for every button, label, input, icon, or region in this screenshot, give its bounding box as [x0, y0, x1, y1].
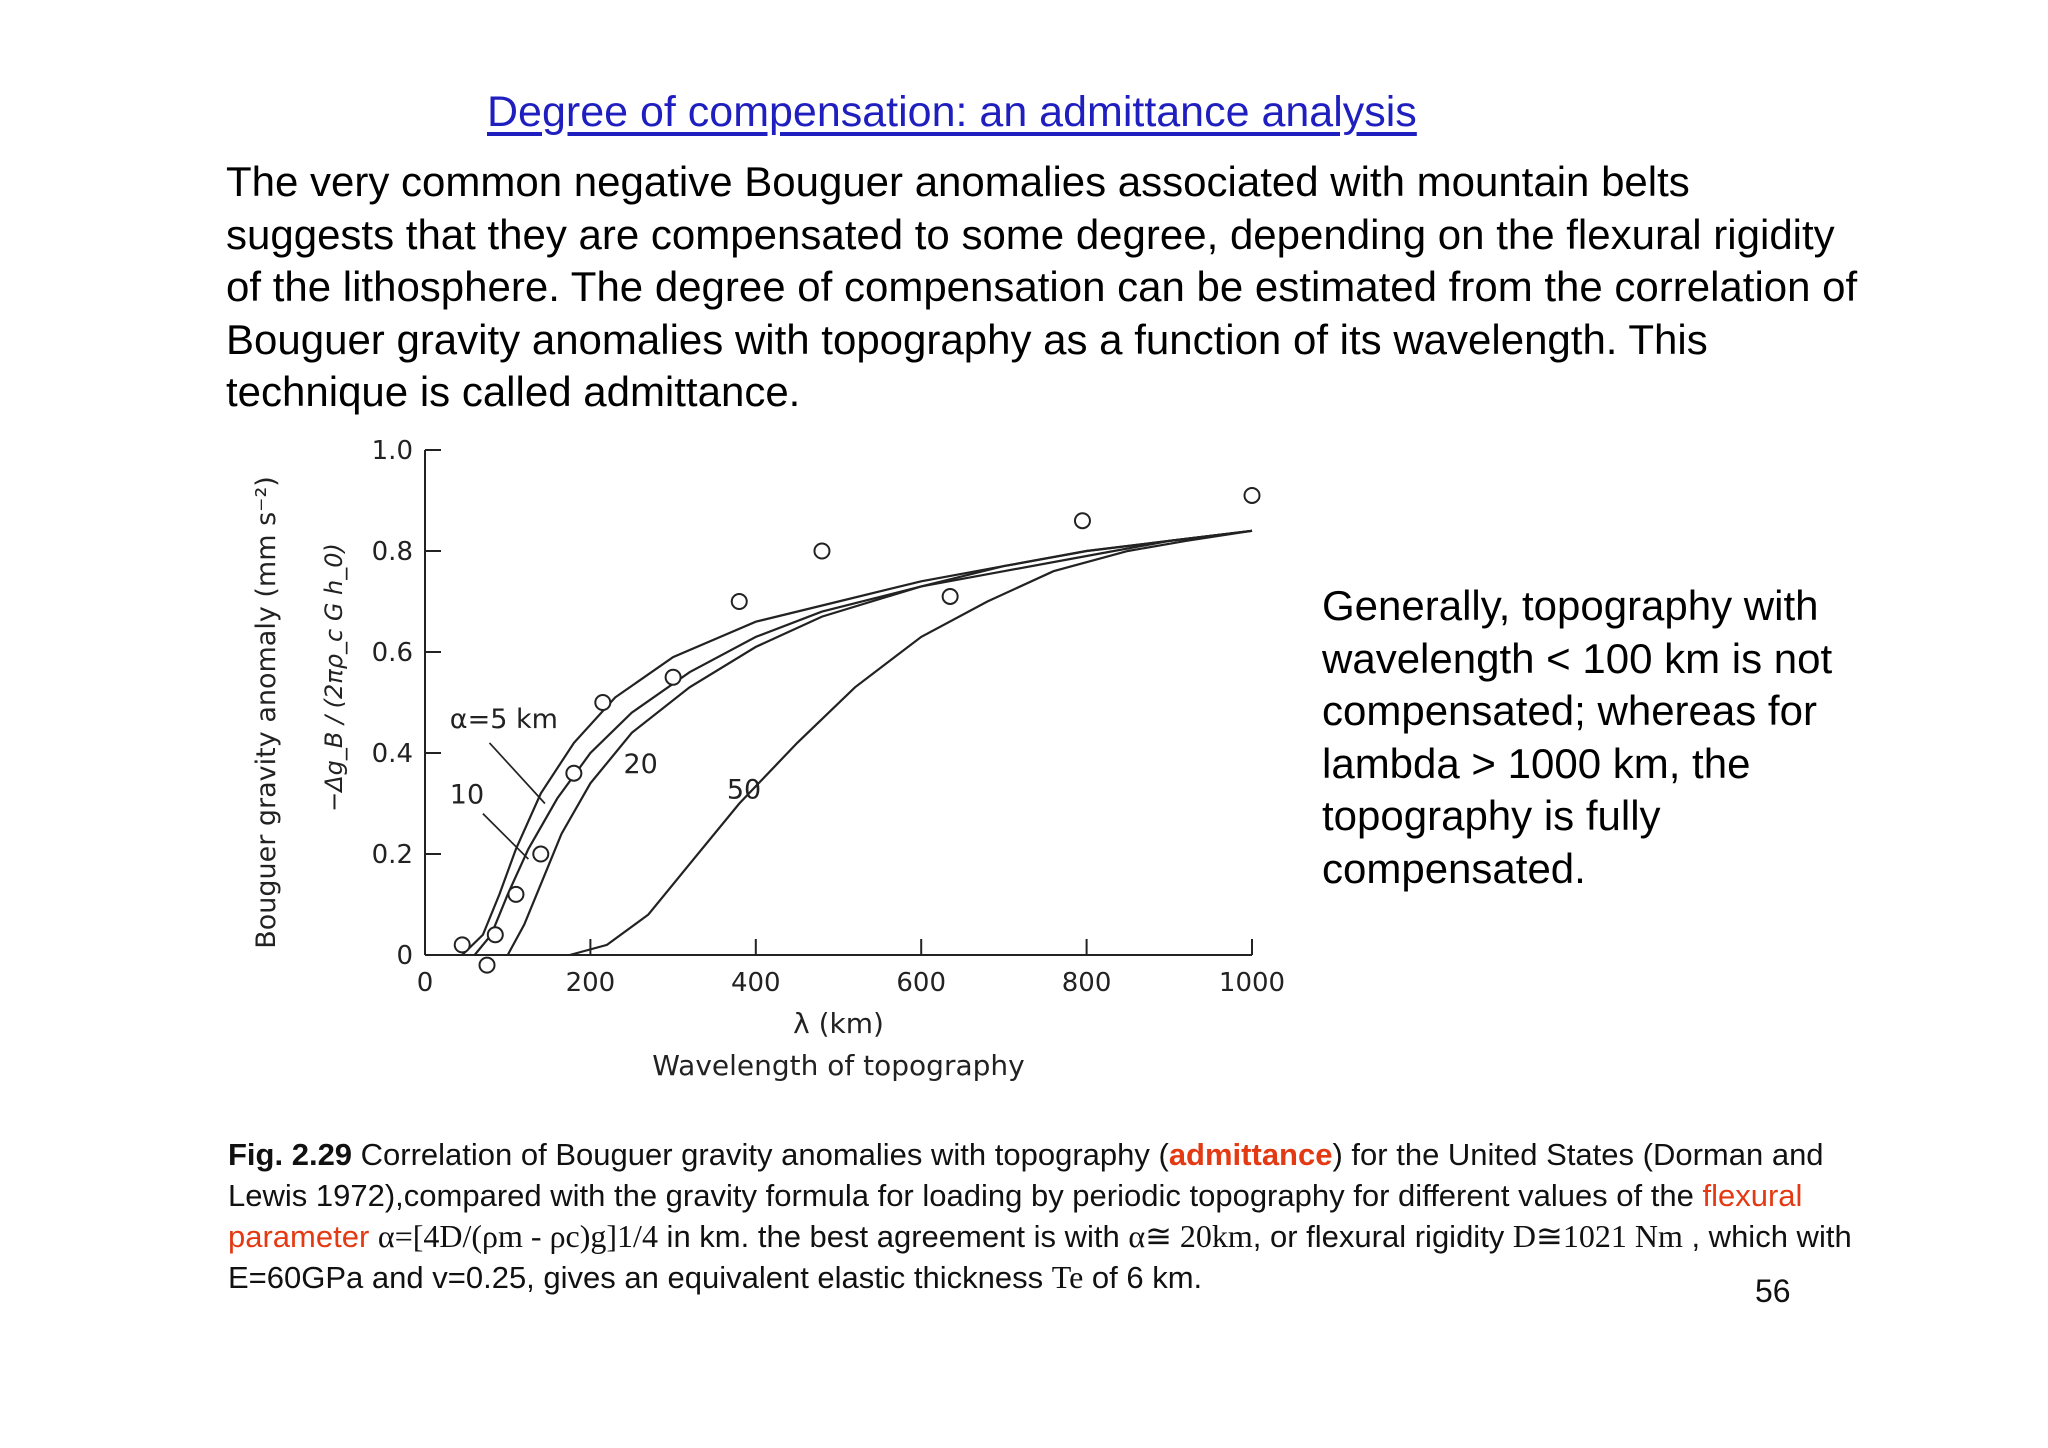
- elastic-thickness-symbol: Te: [1051, 1259, 1084, 1295]
- x-tick-label: 1000: [1218, 968, 1286, 998]
- admittance-chart: [230, 420, 1330, 1100]
- slide-title[interactable]: Degree of compensation: an admittance analysis: [487, 88, 1417, 136]
- alpha-value: α≅ 20km: [1128, 1218, 1253, 1254]
- y-tick-label: 0.2: [371, 840, 413, 870]
- observation-point-0: [455, 937, 470, 952]
- page-number: 56: [1755, 1273, 1791, 1309]
- curve-label-0: α=5 km: [449, 703, 558, 735]
- curve-label-1: 10: [449, 779, 485, 811]
- rigidity-value: D≅1021 Nm: [1512, 1218, 1683, 1254]
- y-tick-label: 0.6: [371, 638, 413, 668]
- y-axis-formula: −Δg_B / (2πρ_c G h_0): [320, 543, 348, 812]
- observation-point-5: [566, 766, 581, 781]
- caption-text-6: of 6 km.: [1083, 1260, 1203, 1295]
- curve-label-3: 50: [726, 774, 762, 806]
- observation-point-3: [508, 887, 523, 902]
- y-axis-label: Bouguer gravity anomaly (mm s⁻²): [251, 476, 282, 949]
- caption-text-2: ) for the United States (Dorman and Lewis 1972),compared with the gravity formula for loading by periodic topography for different values of the: [228, 1137, 1824, 1213]
- observation-point-11: [1075, 513, 1090, 528]
- observation-point-7: [666, 670, 681, 685]
- alpha-formula: α=[4D/(ρm - ρc)g]1/4: [377, 1218, 658, 1254]
- observation-point-4: [533, 847, 548, 862]
- caption-text-3: in km. the best agreement is with: [657, 1219, 1129, 1254]
- x-tick-label: 800: [1061, 968, 1112, 998]
- observation-point-2: [488, 927, 503, 942]
- observation-point-12: [1245, 488, 1260, 503]
- flexural-parameter-highlight: flexural parameter: [228, 1178, 1803, 1254]
- intro-paragraph: The very common negative Bouguer anomalies associated with mountain belts suggests that they are compensated to some degree, depending on the flexural rigidity of the lithosphere. The degree of compensation can be estimated from the correlation of Bouguer gravity anomalies with topography as a function of its wavelength. This technique is called admittance.: [226, 158, 1858, 415]
- x-tick-label: 200: [565, 968, 616, 998]
- y-tick-label: 0.8: [371, 537, 413, 567]
- curve-0: [462, 531, 1252, 955]
- curve-label-pointer-5km: [490, 743, 545, 804]
- curve-2: [508, 531, 1252, 955]
- curve-label-2: 20: [623, 749, 658, 781]
- x-tick-label: 400: [730, 968, 781, 998]
- figure-caption: [228, 1134, 1868, 1298]
- figure-label: Fig. 2.29: [228, 1137, 353, 1172]
- caption-text-5: , which with E=60GPa and v=0.25, gives an equivalent elastic thickness: [228, 1219, 1852, 1295]
- observation-point-1: [480, 958, 495, 973]
- observation-point-10: [943, 589, 958, 604]
- x-tick-label: 0: [416, 968, 434, 998]
- y-tick-label: 1.0: [371, 436, 413, 466]
- y-tick-label: 0.4: [371, 739, 413, 769]
- admittance-highlight: admittance: [1168, 1137, 1333, 1172]
- y-tick-label: 0: [396, 941, 413, 971]
- caption-text-4: , or flexural rigidity: [1252, 1219, 1513, 1254]
- observation-point-9: [814, 544, 829, 559]
- observation-point-6: [595, 695, 610, 710]
- curve-3: [570, 531, 1252, 955]
- side-note: Generally, topography with wavelength < 100 km is not compensated; whereas for lambda > 1000 km, the topography is fully compensated.: [1322, 582, 1833, 892]
- caption-text-1: Correlation of Bouguer gravity anomalies with topography (: [352, 1137, 1169, 1172]
- x-axis-label: Wavelength of topography: [652, 1049, 1025, 1082]
- x-tick-label: 600: [896, 968, 947, 998]
- x-axis-symbol: λ (km): [793, 1007, 884, 1040]
- observation-point-8: [732, 594, 747, 609]
